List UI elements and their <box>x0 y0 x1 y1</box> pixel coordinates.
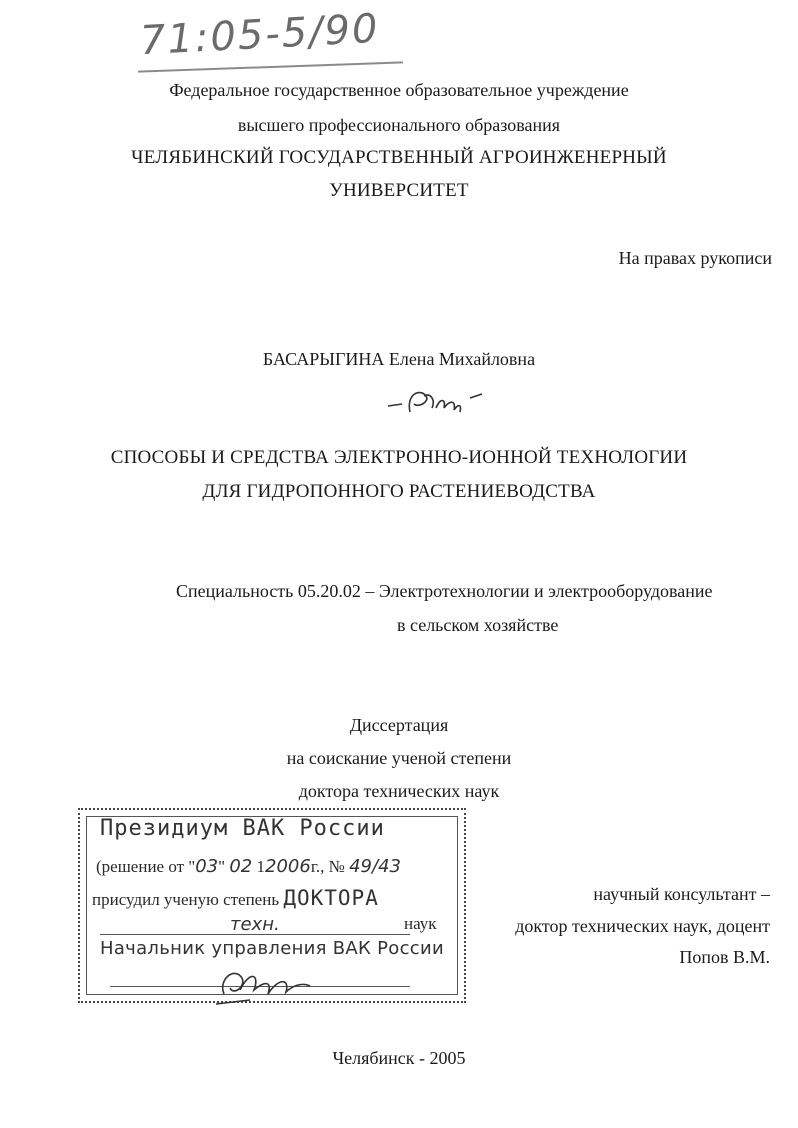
consultant-name: Попов В.М. <box>679 947 770 967</box>
stamp-decision-line <box>96 856 401 877</box>
degree-sought-line-2: доктора технических наук <box>298 781 500 801</box>
degree-sought-line-1: на соискание ученой степени <box>286 748 512 768</box>
stamp-awarded-text: присудил ученую степень <box>92 890 280 909</box>
stamp-title: Президиум ВАК России <box>100 816 385 841</box>
author-signature <box>380 382 490 422</box>
header-line-institution: Федеральное государственное образовательное учреждение <box>169 80 629 100</box>
dissertation-title-line-2: ДЛЯ ГИДРОПОННОГО РАСТЕНИЕВОДСТВА <box>202 481 596 502</box>
city-year: Челябинск - 2005 <box>332 1048 466 1068</box>
stamp-awarded-line <box>92 886 379 910</box>
stamp-head-title: Начальник управления ВАК России <box>100 938 445 959</box>
stamp-decision-day: 03 <box>195 856 219 877</box>
stamp-decision-month: 02 <box>229 856 253 877</box>
consultant-role: научный консультант – <box>593 884 770 904</box>
stamp-decision-sep: " <box>218 857 226 876</box>
author-name: БАСАРЫГИНА Елена Михайловна <box>262 349 536 369</box>
stamp-field: техн. <box>230 914 280 935</box>
specialty-line-2: в сельском хозяйстве <box>397 615 559 635</box>
header-line-university-2: УНИВЕРСИТЕТ <box>329 180 469 201</box>
stamp-decision-number: 49/43 <box>349 856 401 877</box>
specialty-line-1: Специальность 05.20.02 – Электротехнологии и электрооборудование <box>176 581 713 601</box>
stamp-decision-year: 2006 <box>265 856 311 877</box>
header-line-education: высшего профессионального образования <box>237 115 561 135</box>
stamp-field-handwritten <box>230 914 280 935</box>
archive-underline <box>138 61 403 72</box>
vak-head-signature <box>210 960 320 1010</box>
stamp-decision-year-suffix: г., № <box>310 857 345 876</box>
stamp-field-suffix: наук <box>404 914 437 933</box>
dissertation-title-line-1: СПОСОБЫ И СРЕДСТВА ЭЛЕКТРОННО-ИОННОЙ ТЕХНОЛОГИИ <box>110 447 688 468</box>
consultant-degree: доктор технических наук, доцент <box>515 916 770 936</box>
header-line-university: ЧЕЛЯБИНСКИЙ ГОСУДАРСТВЕННЫЙ АГРОИНЖЕНЕРНЫЙ <box>131 147 667 168</box>
stamp-degree: ДОКТОРА <box>283 886 379 910</box>
dissertation-label: Диссертация <box>349 715 449 735</box>
stamp-decision-prefix: (решение от " <box>96 857 196 876</box>
archive-number: 71:05-5/90 <box>138 5 381 65</box>
rights-note: На правах рукописи <box>618 248 772 268</box>
stamp-decision-year-prefix: 1 <box>256 857 265 876</box>
